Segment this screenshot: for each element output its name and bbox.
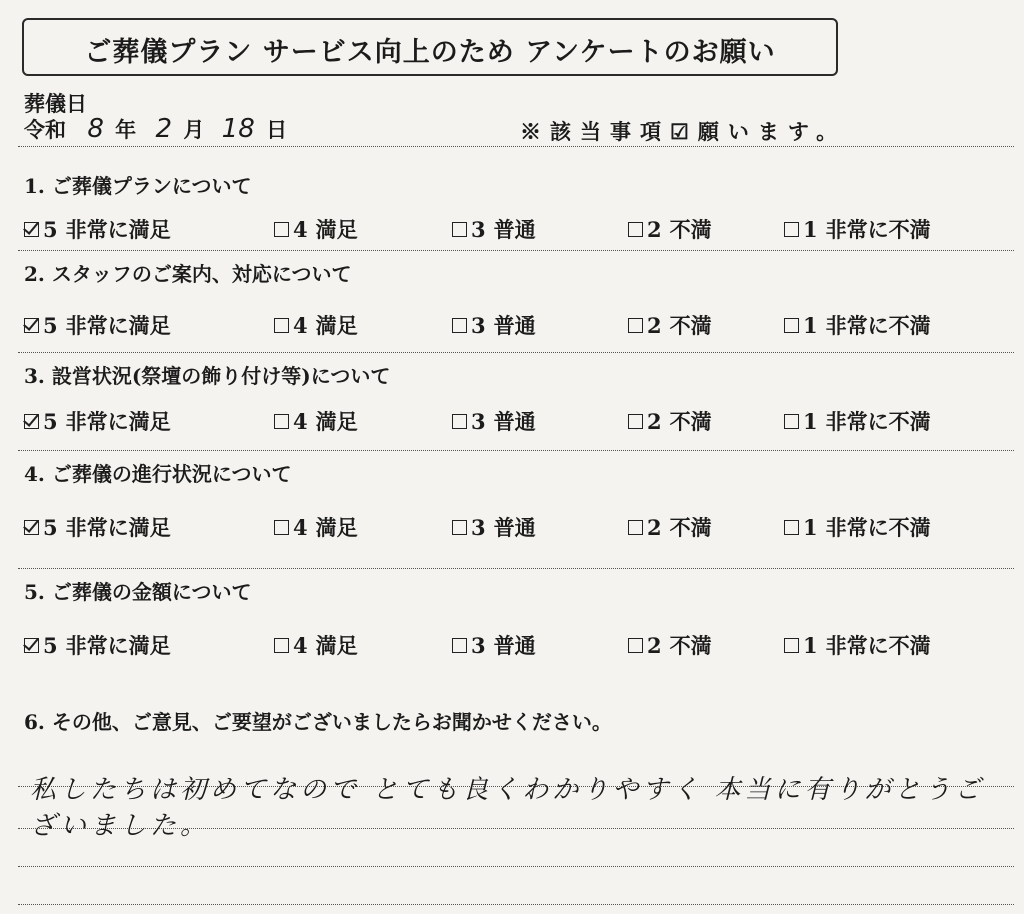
rating-number: 2: [647, 514, 662, 540]
date-day-unit: 日: [266, 117, 288, 142]
divider: [18, 146, 1014, 147]
rating-option[interactable]: [24, 214, 171, 244]
checkbox[interactable]: [274, 638, 289, 653]
rating-option[interactable]: [452, 214, 536, 244]
rating-option[interactable]: [628, 630, 712, 660]
funeral-date-label: 葬儀日: [24, 91, 87, 116]
checkbox[interactable]: [274, 318, 289, 333]
rating-label: 非常に不満: [825, 409, 931, 434]
rating-label: 非常に満足: [65, 633, 171, 658]
rating-options: [24, 406, 1014, 436]
rating-number: 4: [293, 216, 308, 242]
divider: [18, 352, 1014, 353]
rating-option[interactable]: [452, 630, 536, 660]
rating-label: 非常に不満: [825, 515, 931, 540]
rating-number: 1: [803, 408, 818, 434]
rating-options: [24, 630, 1014, 660]
rating-option[interactable]: [628, 310, 712, 340]
rating-label: 不満: [669, 409, 712, 434]
question-title: 5. ご葬儀の金額について: [24, 580, 252, 604]
rating-number: 1: [803, 514, 818, 540]
rating-option[interactable]: [24, 310, 171, 340]
rating-option[interactable]: [274, 630, 358, 660]
checkbox[interactable]: [24, 318, 39, 333]
checkbox[interactable]: [452, 414, 467, 429]
rating-label: 非常に満足: [65, 217, 171, 242]
rating-number: 5: [43, 632, 58, 658]
rating-option[interactable]: [452, 512, 536, 542]
rating-label: 不満: [669, 515, 712, 540]
rating-option[interactable]: [274, 310, 358, 340]
date-era: 令和: [24, 117, 66, 142]
rating-option[interactable]: [452, 406, 536, 436]
checkbox[interactable]: [452, 638, 467, 653]
rating-number: 1: [803, 216, 818, 242]
rating-option[interactable]: [784, 214, 931, 244]
rating-label: 不満: [669, 313, 712, 338]
checkbox[interactable]: [628, 222, 643, 237]
rating-option[interactable]: [274, 214, 358, 244]
rating-option[interactable]: [24, 406, 171, 436]
divider: [18, 568, 1014, 569]
rating-number: 3: [471, 514, 486, 540]
question-title: 1. ご葬儀プランについて: [24, 174, 252, 198]
comment-line: [18, 866, 1014, 867]
rating-label: 普通: [493, 313, 536, 338]
rating-options: [24, 512, 1014, 542]
checkbox[interactable]: [628, 318, 643, 333]
rating-label: 非常に不満: [825, 217, 931, 242]
rating-label: 満足: [315, 515, 358, 540]
checkbox[interactable]: [784, 414, 799, 429]
checkbox[interactable]: [784, 222, 799, 237]
checkbox[interactable]: [452, 318, 467, 333]
rating-label: 普通: [493, 217, 536, 242]
rating-number: 4: [293, 408, 308, 434]
rating-number: 5: [43, 216, 58, 242]
checkbox[interactable]: [452, 222, 467, 237]
comment-line: [18, 904, 1014, 905]
instruction-note: ※該当事項☑願います。: [520, 119, 847, 144]
comment-section-title: 6. その他、ご意見、ご要望がございましたらお聞かせください。: [24, 710, 612, 734]
date-day-value[interactable]: 18: [221, 114, 255, 144]
rating-label: 満足: [315, 217, 358, 242]
rating-number: 4: [293, 514, 308, 540]
rating-option[interactable]: [274, 406, 358, 436]
rating-label: 不満: [669, 217, 712, 242]
funeral-date: [24, 114, 293, 144]
checkbox[interactable]: [628, 520, 643, 535]
rating-option[interactable]: [784, 406, 931, 436]
rating-number: 1: [803, 632, 818, 658]
question-title: 4. ご葬儀の進行状況について: [24, 462, 292, 486]
rating-options: [24, 214, 1014, 244]
rating-number: 2: [647, 312, 662, 338]
rating-number: 4: [293, 312, 308, 338]
rating-option[interactable]: [784, 512, 931, 542]
rating-option[interactable]: [274, 512, 358, 542]
rating-option[interactable]: [784, 630, 931, 660]
rating-label: 普通: [493, 409, 536, 434]
checkbox[interactable]: [24, 520, 39, 535]
rating-label: 非常に不満: [825, 313, 931, 338]
survey-title: ご葬儀プラン サービス向上のため アンケートのお願い: [84, 37, 776, 68]
date-year-value[interactable]: 8: [87, 114, 104, 144]
date-year-unit: 年: [115, 117, 137, 142]
rating-number: 4: [293, 632, 308, 658]
checkbox[interactable]: [274, 520, 289, 535]
rating-label: 普通: [493, 515, 536, 540]
checkbox[interactable]: [628, 638, 643, 653]
rating-options: [24, 310, 1014, 340]
rating-number: 2: [647, 408, 662, 434]
rating-number: 3: [471, 312, 486, 338]
rating-option[interactable]: [24, 630, 171, 660]
rating-option[interactable]: [24, 512, 171, 542]
rating-number: 2: [647, 632, 662, 658]
rating-label: 非常に不満: [825, 633, 931, 658]
date-month-value[interactable]: 2: [155, 114, 173, 144]
checkbox[interactable]: [784, 318, 799, 333]
rating-option[interactable]: [452, 310, 536, 340]
rating-number: 5: [43, 514, 58, 540]
rating-label: 非常に満足: [65, 313, 171, 338]
checkbox[interactable]: [24, 414, 39, 429]
rating-option[interactable]: [628, 512, 712, 542]
date-month-unit: 月: [183, 117, 205, 142]
question-title: 2. スタッフのご案内、対応について: [24, 262, 352, 286]
checkbox[interactable]: [274, 414, 289, 429]
comment-text[interactable]: 私したちは初めてなので とても良くわかりやすく 本当に有りがとうございました。: [30, 775, 985, 841]
rating-option[interactable]: [784, 310, 931, 340]
rating-number: 3: [471, 408, 486, 434]
rating-number: 2: [647, 216, 662, 242]
rating-label: 満足: [315, 313, 358, 338]
rating-number: 5: [43, 312, 58, 338]
checkbox[interactable]: [274, 222, 289, 237]
divider: [18, 450, 1014, 451]
rating-label: 普通: [493, 633, 536, 658]
checkbox[interactable]: [784, 520, 799, 535]
survey-title-box: [22, 18, 838, 76]
rating-option[interactable]: [628, 406, 712, 436]
rating-label: 満足: [315, 409, 358, 434]
rating-label: 非常に満足: [65, 515, 171, 540]
rating-number: 3: [471, 632, 486, 658]
rating-label: 満足: [315, 633, 358, 658]
rating-label: 非常に満足: [65, 409, 171, 434]
rating-number: 3: [471, 216, 486, 242]
checkbox[interactable]: [24, 638, 39, 653]
question-title: 3. 設営状況(祭壇の飾り付け等)について: [24, 364, 391, 388]
rating-number: 1: [803, 312, 818, 338]
rating-option[interactable]: [628, 214, 712, 244]
checkbox[interactable]: [24, 222, 39, 237]
checkbox[interactable]: [784, 638, 799, 653]
checkbox[interactable]: [452, 520, 467, 535]
rating-number: 5: [43, 408, 58, 434]
checkbox[interactable]: [628, 414, 643, 429]
rating-label: 不満: [669, 633, 712, 658]
divider: [18, 250, 1014, 251]
